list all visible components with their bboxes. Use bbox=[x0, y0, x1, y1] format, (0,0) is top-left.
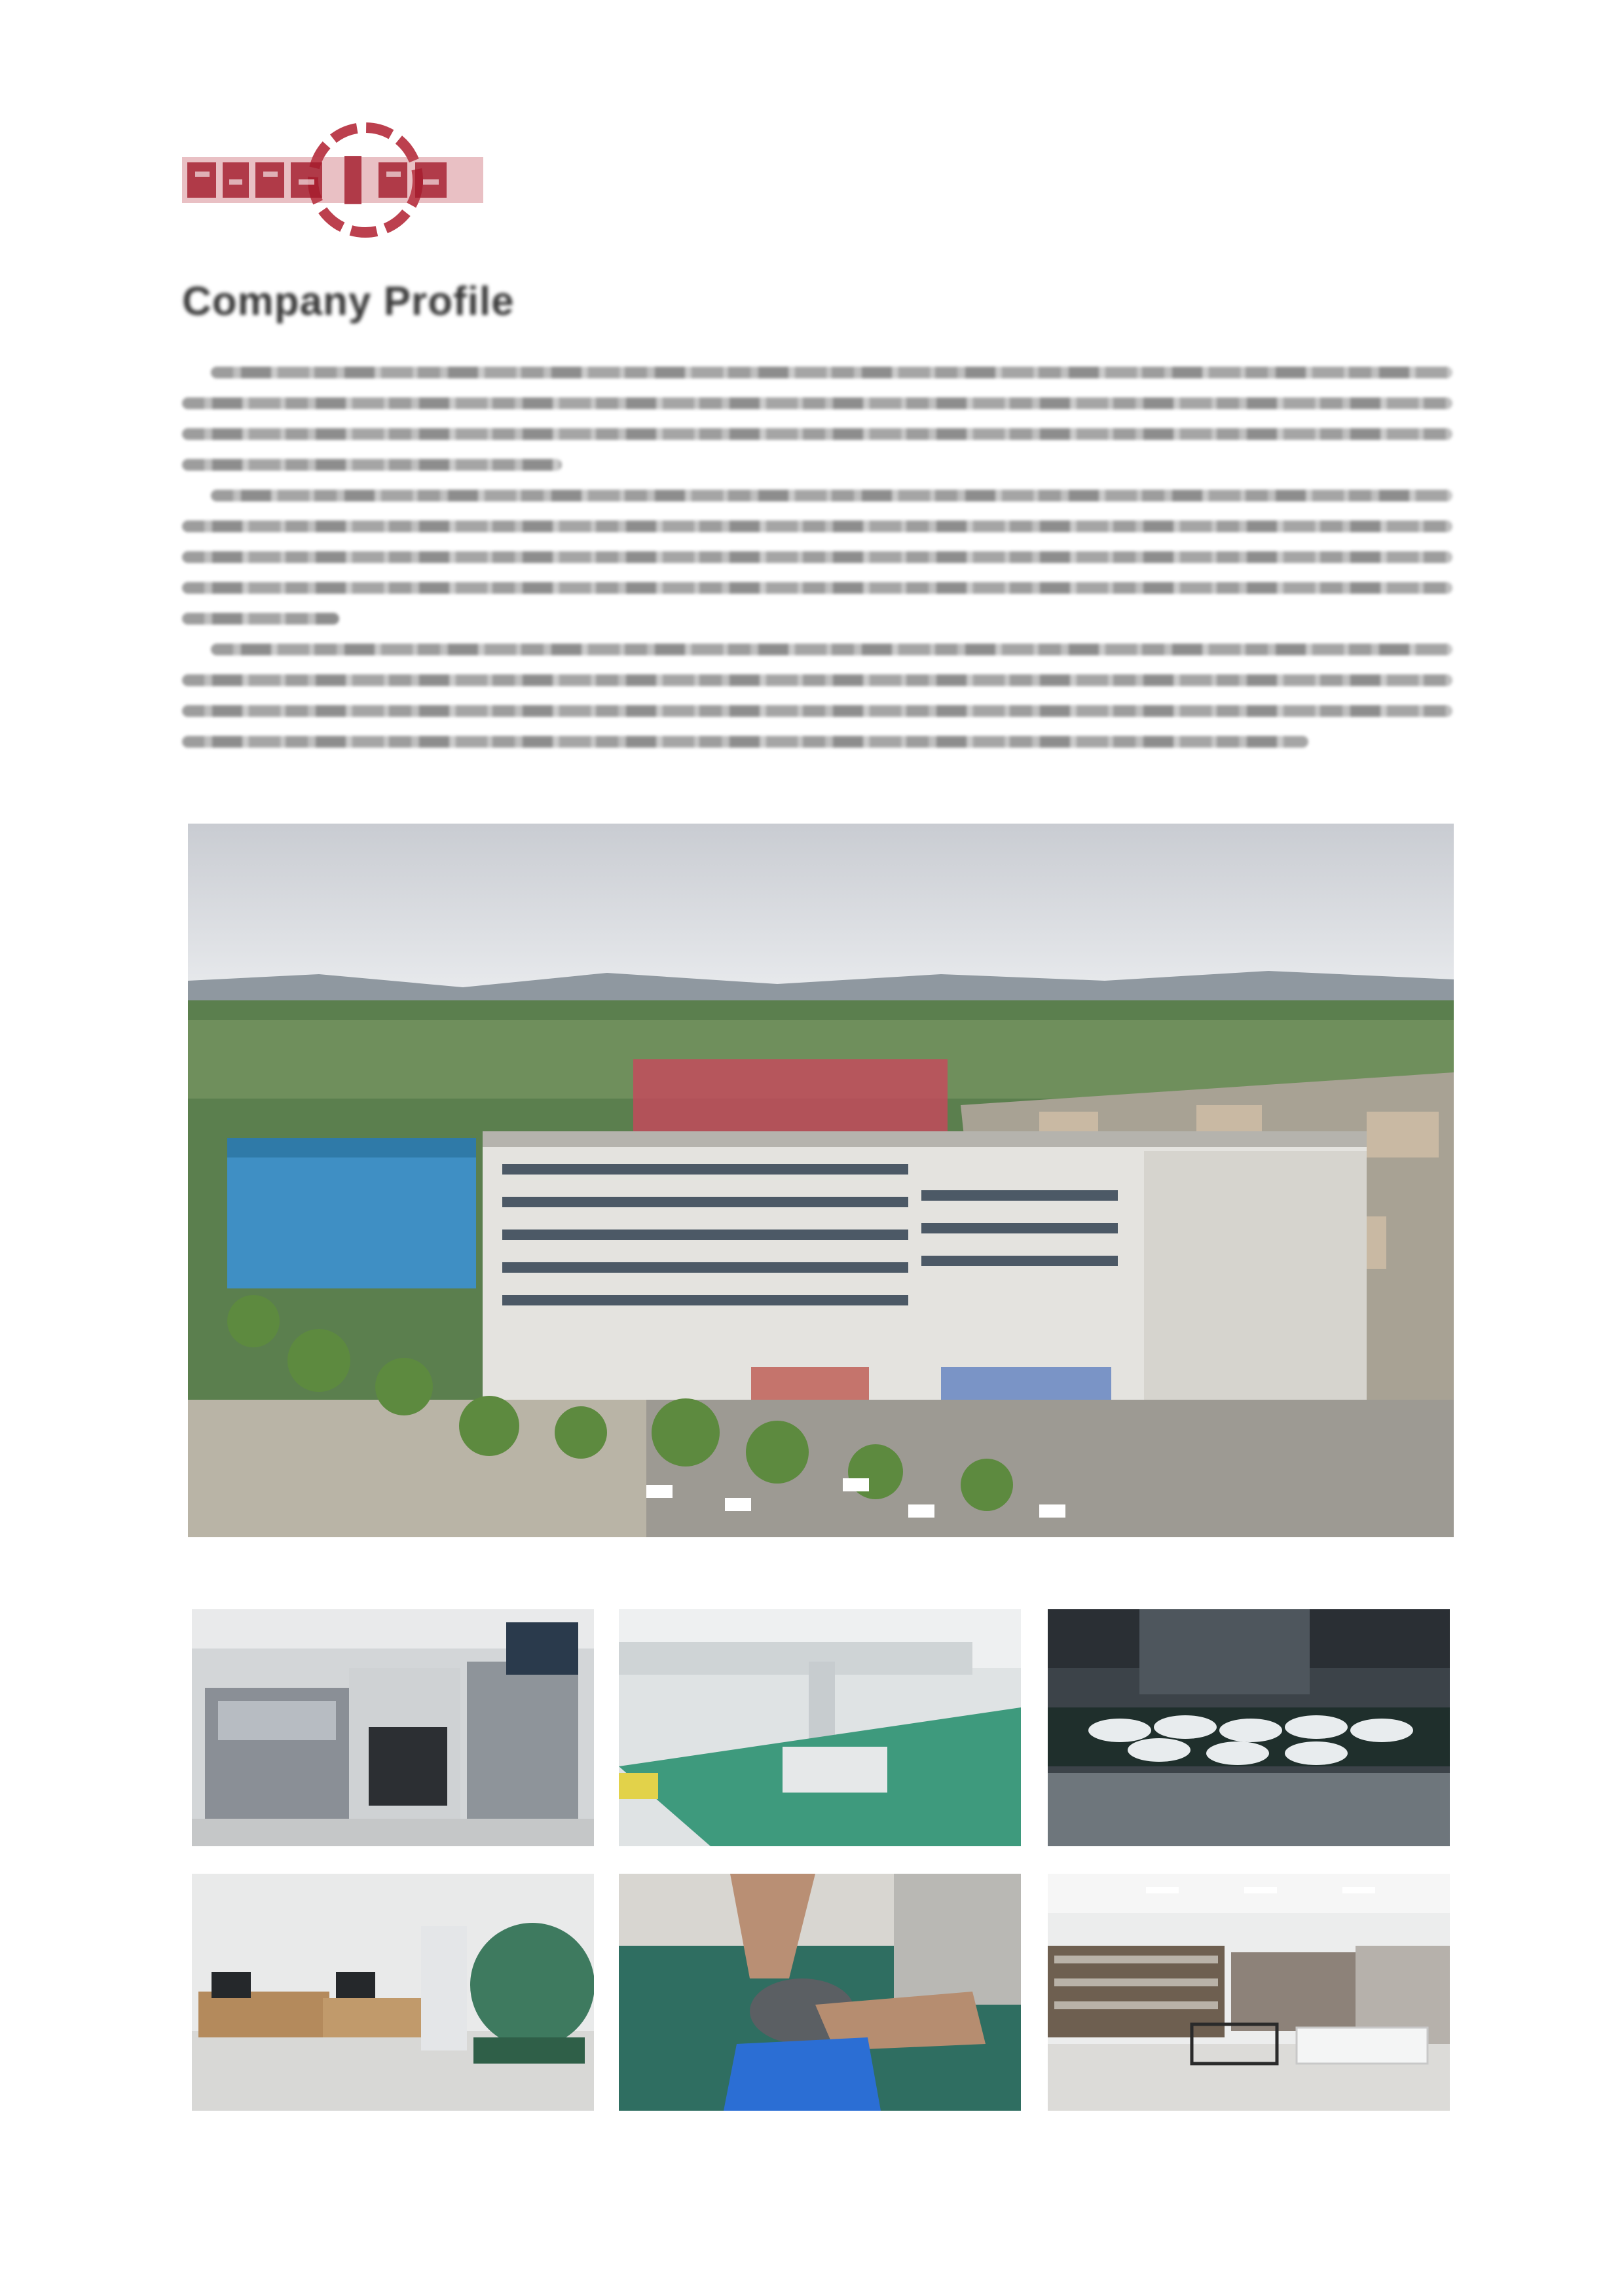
company-description bbox=[182, 367, 1452, 767]
factory-aerial-photo bbox=[188, 824, 1454, 1537]
paragraph bbox=[182, 490, 1452, 625]
pick-and-place-photo bbox=[1048, 1609, 1450, 1846]
company-logo bbox=[182, 117, 483, 244]
testing-lab-photo bbox=[192, 1874, 594, 2111]
paragraph bbox=[182, 367, 1452, 471]
smt-machines-photo bbox=[192, 1609, 594, 1846]
manual-assembly-photo bbox=[619, 1874, 1021, 2111]
assembly-line-photo bbox=[619, 1609, 1021, 1846]
showroom-photo bbox=[1048, 1874, 1450, 2111]
page-title: Company Profile bbox=[182, 279, 515, 324]
paragraph bbox=[182, 644, 1452, 748]
